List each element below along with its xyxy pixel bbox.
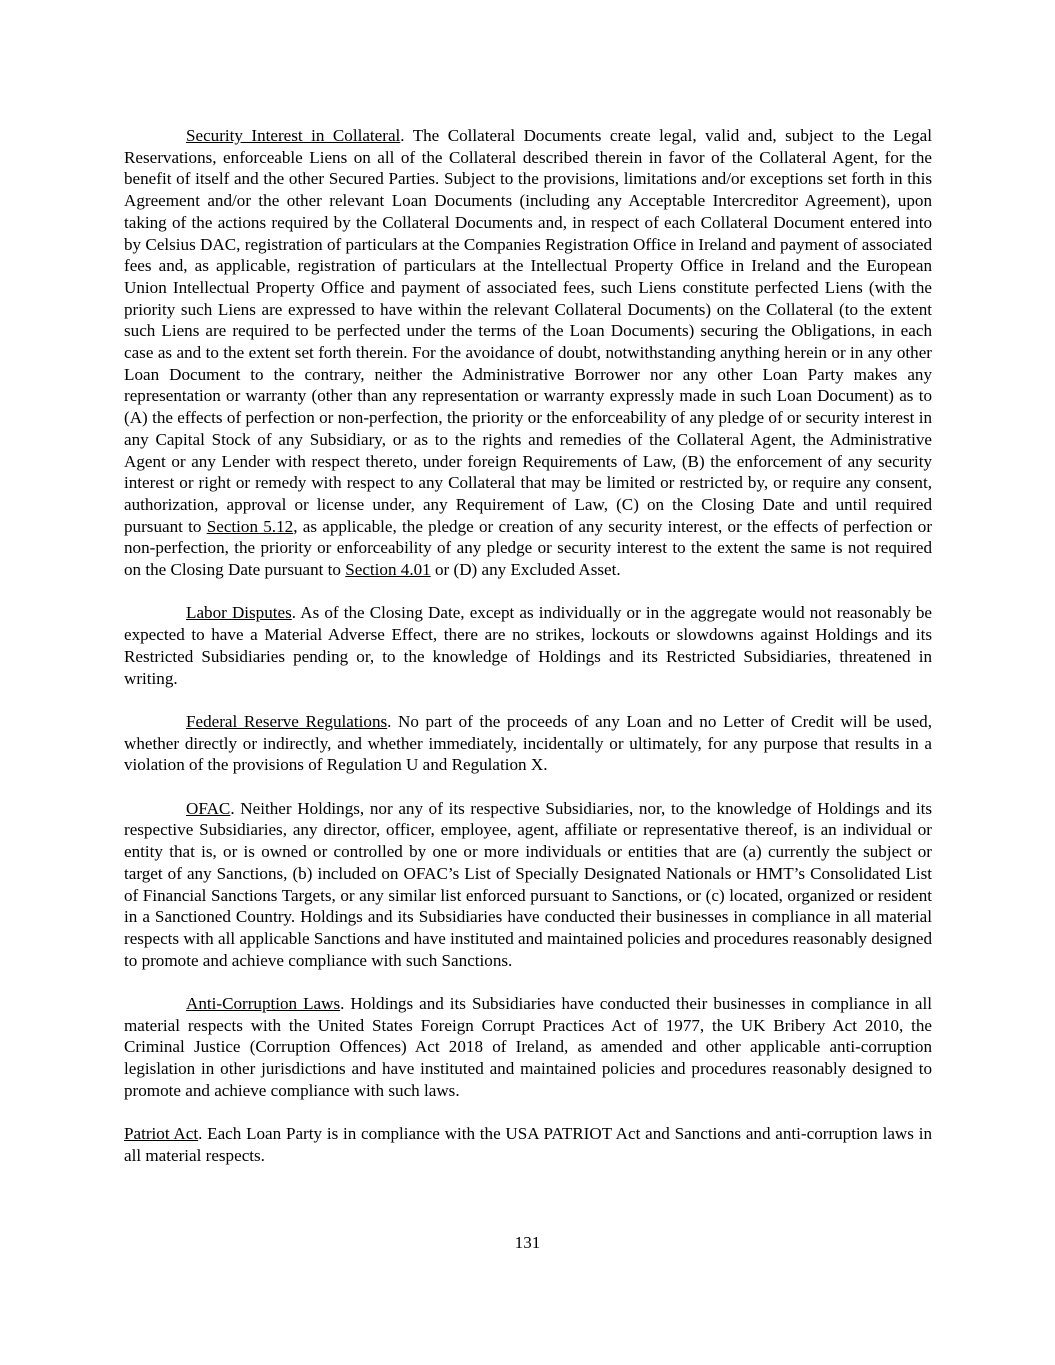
paragraph-patriot-act	[124, 1123, 932, 1166]
paragraph-text: or (D) any Excluded Asset.	[430, 560, 621, 580]
section-heading: Patriot Act	[124, 1124, 199, 1144]
paragraph-text: . As of the Closing Date, except as individually or in the aggregate would not reasonably be expected to have a Material Adverse Effect, there are no strikes, lockouts or slowdowns against Holdings and its Restricted Subsidiaries pending or, to the knowledge of Holdings and its Restricted Subsidiaries, threatened in writing.	[124, 603, 933, 688]
paragraph-security-interest	[124, 125, 932, 581]
paragraph-text: . Neither Holdings, nor any of its respective Subsidiaries, nor, to the knowledge of Holdings and its respective Subsidiaries, any director, officer, employee, agent, affiliate or representative thereof, is an individual or entity that is, or is owned or controlled by one or more individuals or entities that are (a) currently the subject or target of any Sanctions, (b) included on OFAC’s List of Specially Designated Nationals or HMT’s Consolidated List of Financial Sanctions Targets, or any similar list enforced pursuant to Sanctions, or (c) located, organized or resident in a Sanctioned Country. Holdings and its Subsidiaries have conducted their businesses in compliance in all material respects with all applicable Sanctions and have instituted and maintained policies and procedures reasonably designed to promote and achieve compliance with such Sanctions.	[124, 798, 932, 970]
paragraph-labor-disputes	[124, 602, 932, 689]
section-heading: Security Interest in Collateral	[186, 126, 401, 145]
section-heading: Anti-Corruption Laws	[186, 994, 341, 1014]
document-body	[124, 125, 932, 1167]
paragraph-federal-reserve	[124, 711, 932, 776]
paragraph-text: . The Collateral Documents create legal, valid and, subject to the Legal Reservations, enforceable Liens on all of the Collateral described therein in favor of the Collateral Agent, for the benefit of itself and the other Secured Parties. Subject to the provisions, limitations and/or exceptions set forth in this Agreement and/or the other relevant Loan Documents (including any Acceptable Intercreditor Agreement), upon taking of the actions required by the Collateral Documents and, in respect of each Collateral Document entered into by Celsius DAC, registration of particulars at the Companies Registration Office in Ireland and payment of associated fees and, as applicable, registration of particulars at the Intellectual Property Office in Ireland and the European Union Intellectual Property Office and payment of associated fees, such Liens constitute perfected Liens (with the priority such Liens are expressed to have within the relevant Collateral Documents) on the Collateral (to the extent such Liens are required to be perfected under the terms of the Loan Documents) securing the Obligations, in each case as and to the extent set forth therein. For the avoidance of doubt, notwithstanding anything herein or in any other Loan Document to the contrary, neither the Administrative Borrower nor any other Loan Party makes any representation or warranty (other than any representation or warranty expressly made in such Loan Document) as to (A) the effects of perfection or non-perfection, the priority or the enforceability of any pledge of or security interest in any Capital Stock of any Subsidiary, or as to the rights and remedies of the Collateral Agent, the Administrative Agent or any Lender with respect thereto, under foreign Requirements of Law, (B) the enforcement of any security interest or right or remedy with respect to any Collateral that may be limited or restricted by, or require any consent, authorization, approval or license under, any Requirement of Law, (C) on the Closing Date and until required pursuant to	[124, 126, 932, 536]
page-number: 131	[514, 1233, 541, 1252]
section-reference-link[interactable]: Section 4.01	[345, 560, 431, 580]
paragraph-text: . Holdings and its Subsidiaries have conducted their businesses in compliance in all material respects with the United States Foreign Corrupt Practices Act of 1977, the UK Bribery Act 2010, the Criminal Justice (Corruption Offences) Act 2018 of Ireland, as amended and other applicable anti-corruption legislation in other jurisdictions and have instituted and maintained policies and procedures reasonably designed to promote and achieve compliance with such laws.	[124, 994, 933, 1100]
section-heading: Labor Disputes	[186, 603, 292, 623]
paragraph-text: . No part of the proceeds of any Loan and no Letter of Credit will be used, whether directly or indirectly, and whether immediately, incidentally or ultimately, for any purpose that results in a violation of the provisions of Regulation U and Regulation X.	[124, 711, 932, 775]
paragraph-text: . Each Loan Party is in compliance with the USA PATRIOT Act and Sanctions and anti-corruption laws in all material respects.	[124, 1124, 932, 1165]
paragraph-text: , as applicable, the pledge or creation of any security interest, or the effects of perfection or non-perfection, the priority or enforceability of any pledge or security interest to the extent the same is not required on the Closing Date pursuant to	[124, 516, 933, 580]
section-heading: OFAC	[186, 798, 231, 818]
section-reference-link[interactable]: Section 5.12	[206, 516, 294, 536]
section-heading: Federal Reserve Regulations	[186, 711, 388, 731]
paragraph-ofac	[124, 798, 932, 972]
paragraph-anti-corruption	[124, 993, 932, 1102]
